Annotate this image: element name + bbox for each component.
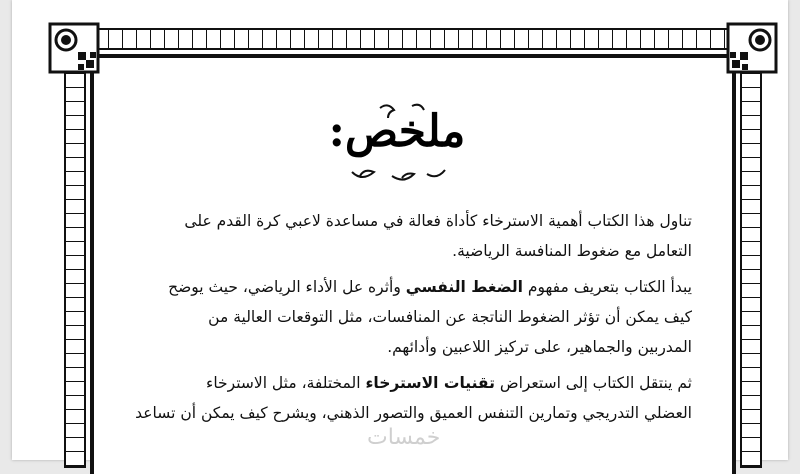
text-line: كيف يمكن أن تؤثر الضغوط الناتجة عن المنافسات، مثل التوقعات العالية من bbox=[208, 308, 692, 326]
corner-ornament-icon bbox=[48, 22, 100, 74]
bold-term: الضغط النفسي bbox=[405, 278, 523, 296]
text-line: المدربين والجماهير، على تركيز اللاعبين وأدائهم. bbox=[387, 338, 692, 356]
frame-top-border bbox=[64, 28, 764, 50]
corner-ornament-icon bbox=[726, 22, 778, 74]
document-body bbox=[132, 206, 692, 434]
text-line: تناول هذا الكتاب أهمية الاسترخاء كأداة فعالة في مساعدة لاعبي كرة القدم على bbox=[184, 212, 692, 230]
text-line: العضلي التدريجي وتمارين التنفس العميق والتصور الذهني، ويشرح كيف يمكن أن تساعد bbox=[135, 404, 692, 422]
title-block bbox=[322, 100, 472, 192]
text-line: المختلفة، مثل الاسترخاء bbox=[206, 374, 361, 392]
paragraph bbox=[132, 206, 692, 266]
page-title: ملخص: bbox=[328, 106, 466, 157]
paragraph bbox=[132, 272, 692, 362]
bold-term: تقنيات الاسترخاء bbox=[365, 374, 495, 392]
text-line: التعامل مع ضغوط المنافسة الرياضية. bbox=[452, 242, 692, 260]
paragraph bbox=[132, 368, 692, 428]
document-page bbox=[12, 0, 788, 460]
watermark: خمسات bbox=[367, 425, 441, 450]
frame-left-border bbox=[64, 28, 86, 468]
frame-right-border bbox=[740, 28, 762, 468]
text-line: يبدأ الكتاب بتعريف مفهوم bbox=[527, 278, 692, 296]
text-line: ثم ينتقل الكتاب إلى استعراض bbox=[499, 374, 692, 392]
text-line: وأثره عل الأداء الرياضي، حيث يوضح bbox=[168, 278, 401, 296]
